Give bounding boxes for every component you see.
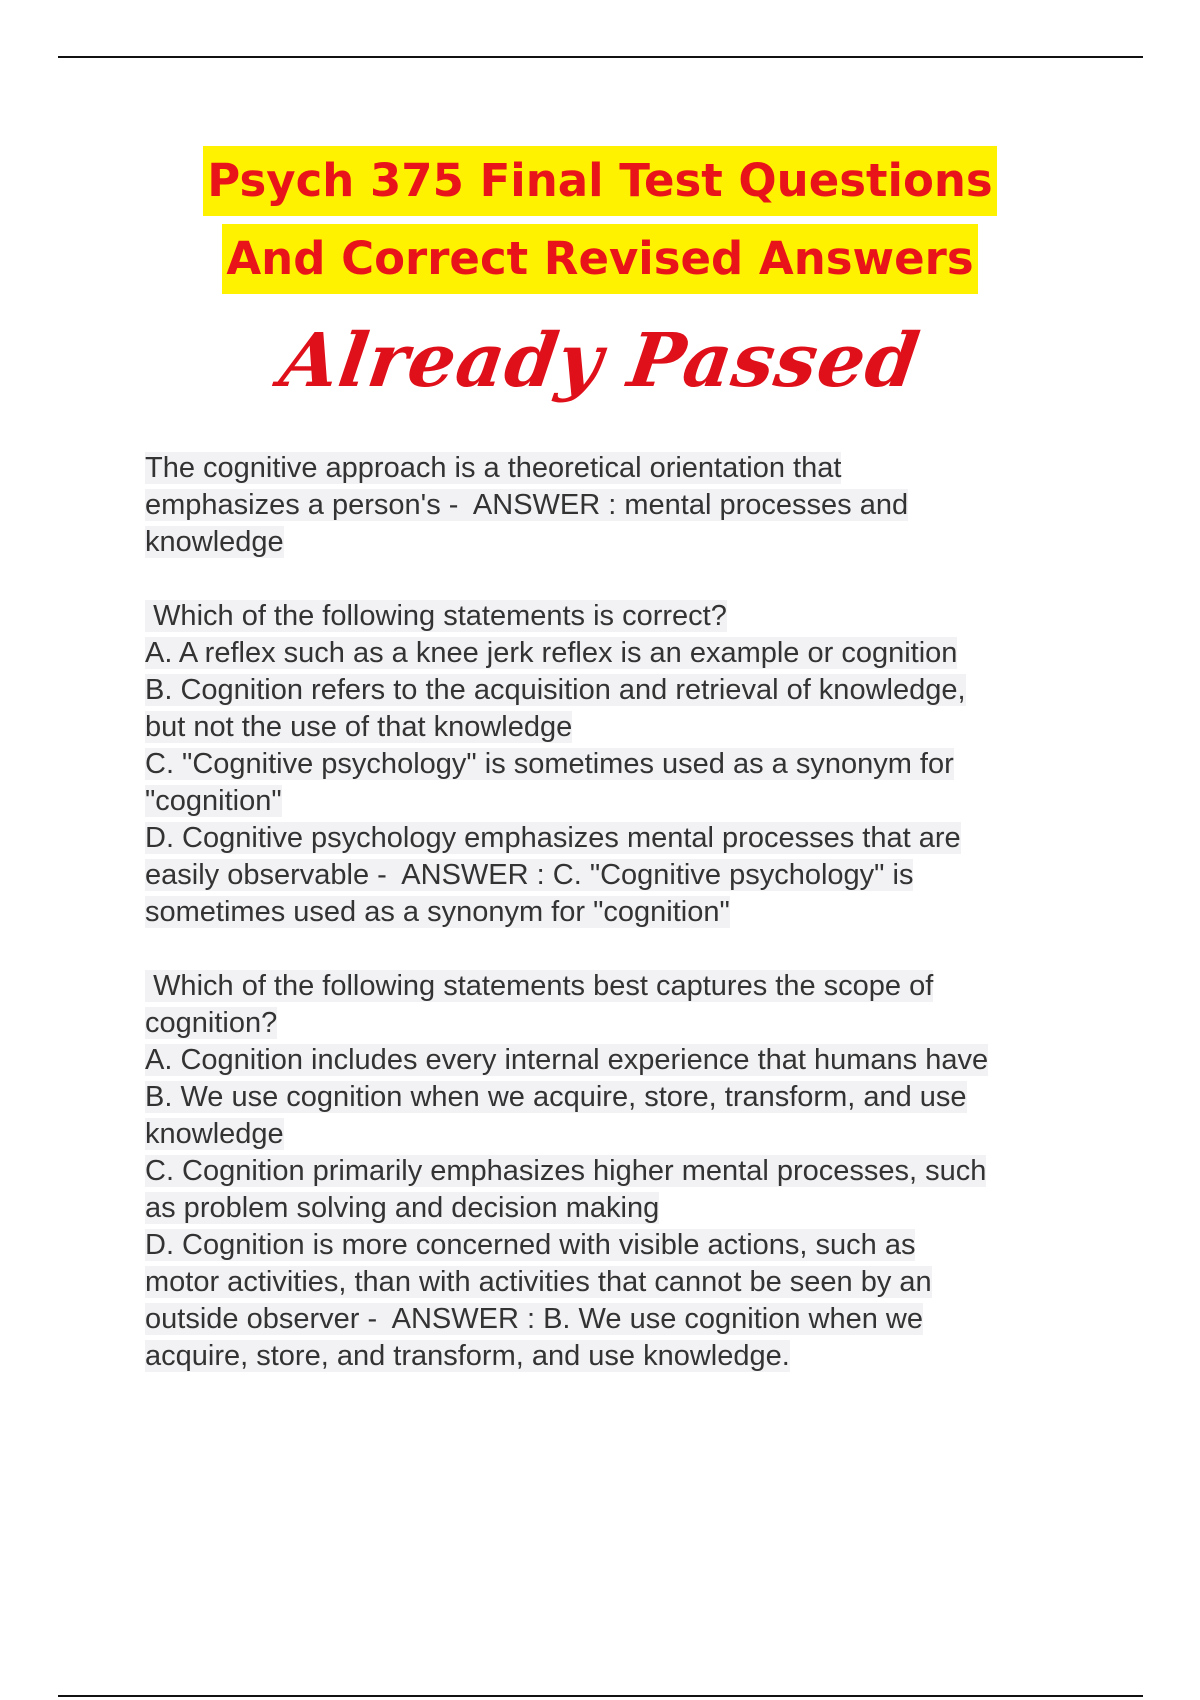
- text-line: sometimes used as a synonym for "cognition": [145, 896, 730, 928]
- text-line: as problem solving and decision making: [145, 1192, 660, 1224]
- bottom-rule: [58, 1695, 1143, 1697]
- text-line: Which of the following statements is correct?: [145, 600, 727, 632]
- text-line: "cognition": [145, 785, 282, 817]
- text-line: knowledge: [145, 526, 284, 558]
- text-line: emphasizes a person's - ANSWER : mental processes and: [145, 489, 909, 521]
- text-line: Which of the following statements best captures the scope of: [145, 970, 934, 1002]
- text-line: C. Cognition primarily emphasizes higher mental processes, such: [145, 1155, 987, 1187]
- text-line: A. Cognition includes every internal experience that humans have: [145, 1044, 989, 1076]
- text-line: outside observer - ANSWER : B. We use cognition when we: [145, 1303, 923, 1335]
- title-line-2: And Correct Revised Answers: [222, 224, 977, 294]
- text-line: easily observable - ANSWER : C. "Cognitive psychology" is: [145, 859, 914, 891]
- already-passed-stamp: Already Passed: [275, 318, 925, 404]
- document-title: [0, 142, 1200, 298]
- text-line: knowledge: [145, 1118, 284, 1150]
- title-line-1: Psych 375 Final Test Questions: [203, 146, 996, 216]
- question-block: [145, 598, 1095, 931]
- question-block: [145, 968, 1095, 1375]
- text-line: but not the use of that knowledge: [145, 711, 573, 743]
- text-line: motor activities, than with activities that cannot be seen by an: [145, 1266, 932, 1298]
- questions-body: [145, 450, 1095, 1412]
- question-block: [145, 450, 1095, 561]
- text-line: cognition?: [145, 1007, 278, 1039]
- text-line: D. Cognition is more concerned with visible actions, such as: [145, 1229, 916, 1261]
- text-line: D. Cognitive psychology emphasizes mental processes that are: [145, 822, 961, 854]
- text-line: acquire, store, and transform, and use knowledge.: [145, 1340, 790, 1372]
- text-line: B. We use cognition when we acquire, store, transform, and use: [145, 1081, 967, 1113]
- text-line: The cognitive approach is a theoretical orientation that: [145, 452, 842, 484]
- text-line: B. Cognition refers to the acquisition and retrieval of knowledge,: [145, 674, 966, 706]
- top-rule: [58, 56, 1143, 58]
- text-line: C. "Cognitive psychology" is sometimes used as a synonym for: [145, 748, 954, 780]
- text-line: A. A reflex such as a knee jerk reflex is an example or cognition: [145, 637, 958, 669]
